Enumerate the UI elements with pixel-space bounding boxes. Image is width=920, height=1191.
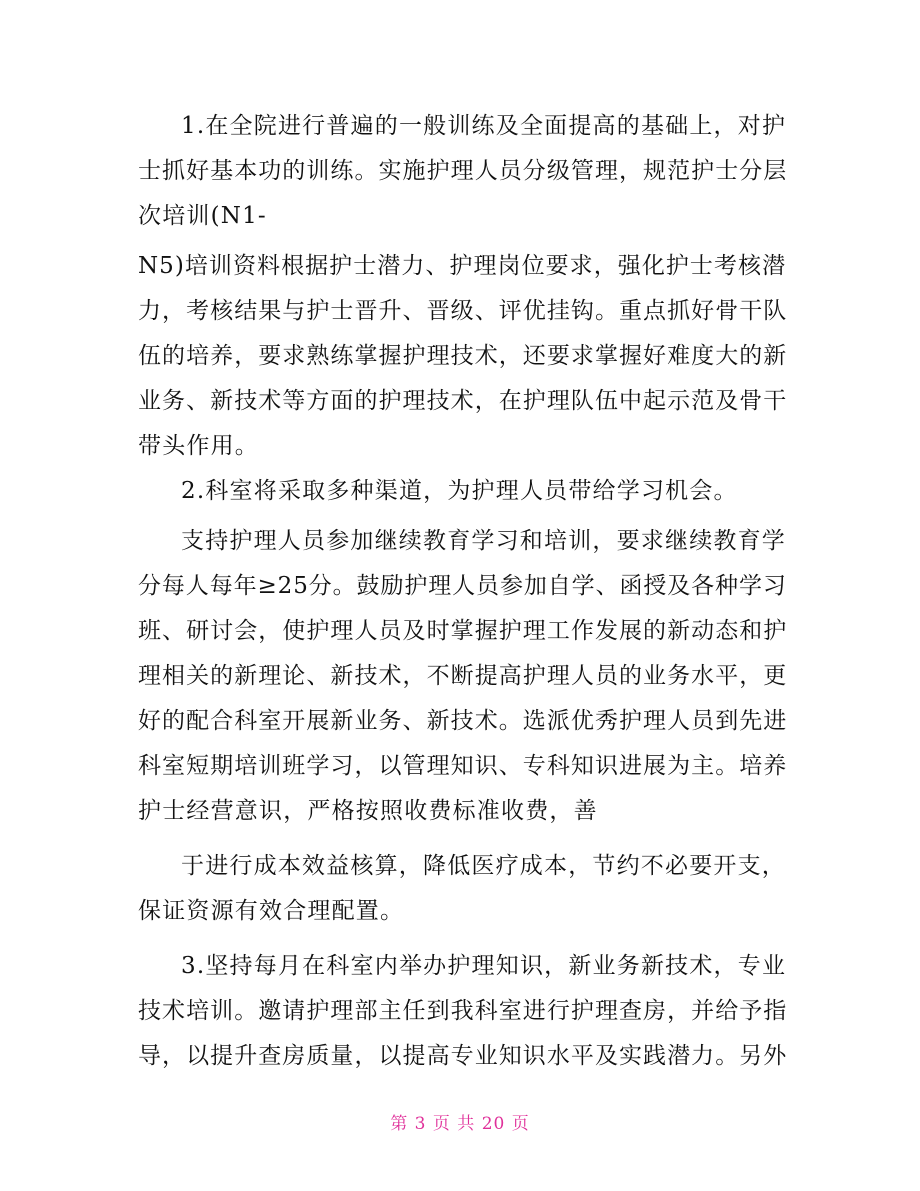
paragraph-line: 护士经营意识，严格按照收费标准收费，善: [138, 798, 598, 824]
paragraph-line: 2.科室将采取多种渠道，为护理人员带给学习机会。: [181, 478, 738, 504]
paragraph-line: 保证资源有效合理配置。: [138, 898, 405, 924]
paragraph-line: 班、研讨会，使护理人员及时掌握护理工作发展的新动态和护: [138, 618, 788, 644]
paragraph-line: 理相关的新理论、新技术，不断提高护理人员的业务水平，更: [138, 663, 788, 689]
paragraph-line: 次培训(N1-: [138, 203, 267, 229]
paragraph-line: 导，以提升查房质量，以提高专业知识水平及实践潜力。另外: [138, 1043, 788, 1069]
paragraph-line: 科室短期培训班学习，以管理知识、专科知识进展为主。培养: [138, 753, 788, 779]
paragraph-line: 1.在全院进行普遍的一般训练及全面提高的基础上，对护: [181, 113, 787, 139]
paragraph-line: 支持护理人员参加继续教育学习和培训，要求继续教育学: [181, 528, 786, 554]
paragraph-line: 业务、新技术等方面的护理技术，在护理队伍中起示范及骨干: [138, 388, 788, 414]
paragraph-line: 伍的培养，要求熟练掌握护理技术，还要求掌握好难度大的新: [138, 343, 788, 369]
paragraph-line: 士抓好基本功的训练。实施护理人员分级管理，规范护士分层: [138, 158, 788, 184]
paragraph-line: 于进行成本效益核算，降低医疗成本，节约不必要开支，: [181, 853, 786, 879]
paragraph-line: 带头作用。: [138, 433, 259, 459]
paragraph-line: 好的配合科室开展新业务、新技术。选派优秀护理人员到先进: [138, 708, 788, 734]
paragraph-line: N5)培训资料根据护士潜力、护理岗位要求，强化护士考核潜: [138, 253, 787, 279]
page-number-footer: 第 3 页 共 20 页: [390, 1114, 530, 1134]
paragraph-line: 3.坚持每月在科室内举办护理知识，新业务新技术，专业: [181, 953, 787, 979]
paragraph-line: 分每人每年≥25分。鼓励护理人员参加自学、函授及各种学习: [138, 573, 787, 599]
paragraph-line: 力，考核结果与护士晋升、晋级、评优挂钩。重点抓好骨干队: [138, 298, 788, 324]
paragraph-line: 技术培训。邀请护理部主任到我科室进行护理查房，并给予指: [138, 998, 788, 1024]
